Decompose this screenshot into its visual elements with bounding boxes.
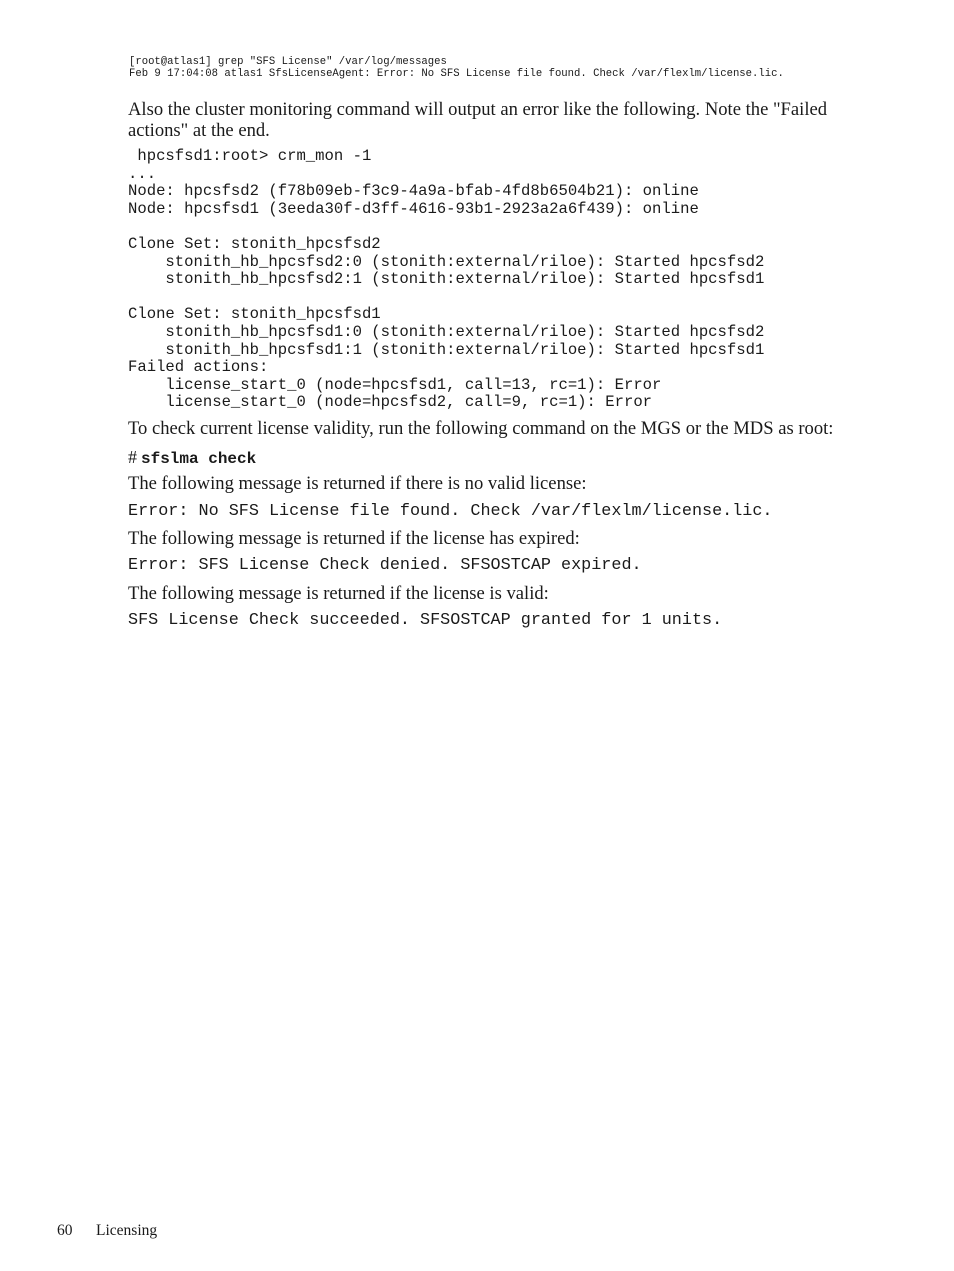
page-footer <box>57 1222 158 1240</box>
paragraph-no-license: The following message is returned if there is no valid license: <box>128 473 587 494</box>
log-excerpt <box>129 56 784 80</box>
crm-output-line: license_start_0 (node=hpcsfsd1, call=13, rc=1): Error <box>128 375 662 394</box>
crm-output-line: Clone Set: stonith_hpcsfsd2 <box>128 234 381 253</box>
crm-output-line <box>128 218 764 236</box>
page-number: 60 <box>57 1222 73 1239</box>
section-name: Licensing <box>96 1222 158 1239</box>
crm-output-line: stonith_hb_hpcsfsd1:0 (stonith:external/riloe): Started hpcsfsd2 <box>128 322 765 341</box>
check-command: sfslma check <box>141 450 257 468</box>
crm-output-line: Failed actions: <box>128 358 269 377</box>
crm-output-line: Node: hpcsfsd2 (f78b09eb-f3c9-4a9a-bfab-4fd8b6504b21): online <box>128 182 699 201</box>
crm-output-line: Node: hpcsfsd1 (3eeda30f-d3ff-4616-93b1-2923a2a6f439): online <box>128 199 699 218</box>
log-command: [root@atlas1] grep "SFS License" /var/log/messages <box>129 56 447 68</box>
crm-output-line: stonith_hb_hpcsfsd1:1 (stonith:external/riloe): Started hpcsfsd1 <box>128 340 765 359</box>
crm-output-line: Clone Set: stonith_hpcsfsd1 <box>128 305 381 324</box>
crm-output-line: ... <box>128 164 157 183</box>
crm-output-line: stonith_hb_hpcsfsd2:1 (stonith:external/riloe): Started hpcsfsd1 <box>128 270 765 289</box>
crm-output-line: license_start_0 (node=hpcsfsd2, call=9, rc=1): Error <box>128 393 653 412</box>
message-expired: Error: SFS License Check denied. SFSOSTCAP expired. <box>128 556 642 575</box>
crm-output-line <box>128 289 764 307</box>
paragraph-check: To check current license validity, run the following command on the MGS or the MDS as root: <box>128 418 834 439</box>
message-valid: SFS License Check succeeded. SFSOSTCAP granted for 1 units. <box>128 611 723 630</box>
log-line: Feb 9 17:04:08 atlas1 SfsLicenseAgent: Error: No SFS License file found. Check /var/flexlm/license.lic. <box>129 68 784 80</box>
paragraph-valid: The following message is returned if the license is valid: <box>128 583 549 604</box>
crm-output-line: hpcsfsd1:root> crm_mon -1 <box>128 147 372 165</box>
crm-mon-output <box>128 148 764 412</box>
root-prompt: # <box>128 447 137 467</box>
message-no-license: Error: No SFS License file found. Check /var/flexlm/license.lic. <box>128 502 773 521</box>
check-command-line <box>128 447 256 469</box>
crm-output-line: stonith_hb_hpcsfsd2:0 (stonith:external/riloe): Started hpcsfsd2 <box>128 252 765 271</box>
paragraph-expired: The following message is returned if the license has expired: <box>128 528 580 549</box>
paragraph-monitoring: Also the cluster monitoring command will output an error like the following. Note the "Failed actions" at the end. <box>128 99 828 141</box>
